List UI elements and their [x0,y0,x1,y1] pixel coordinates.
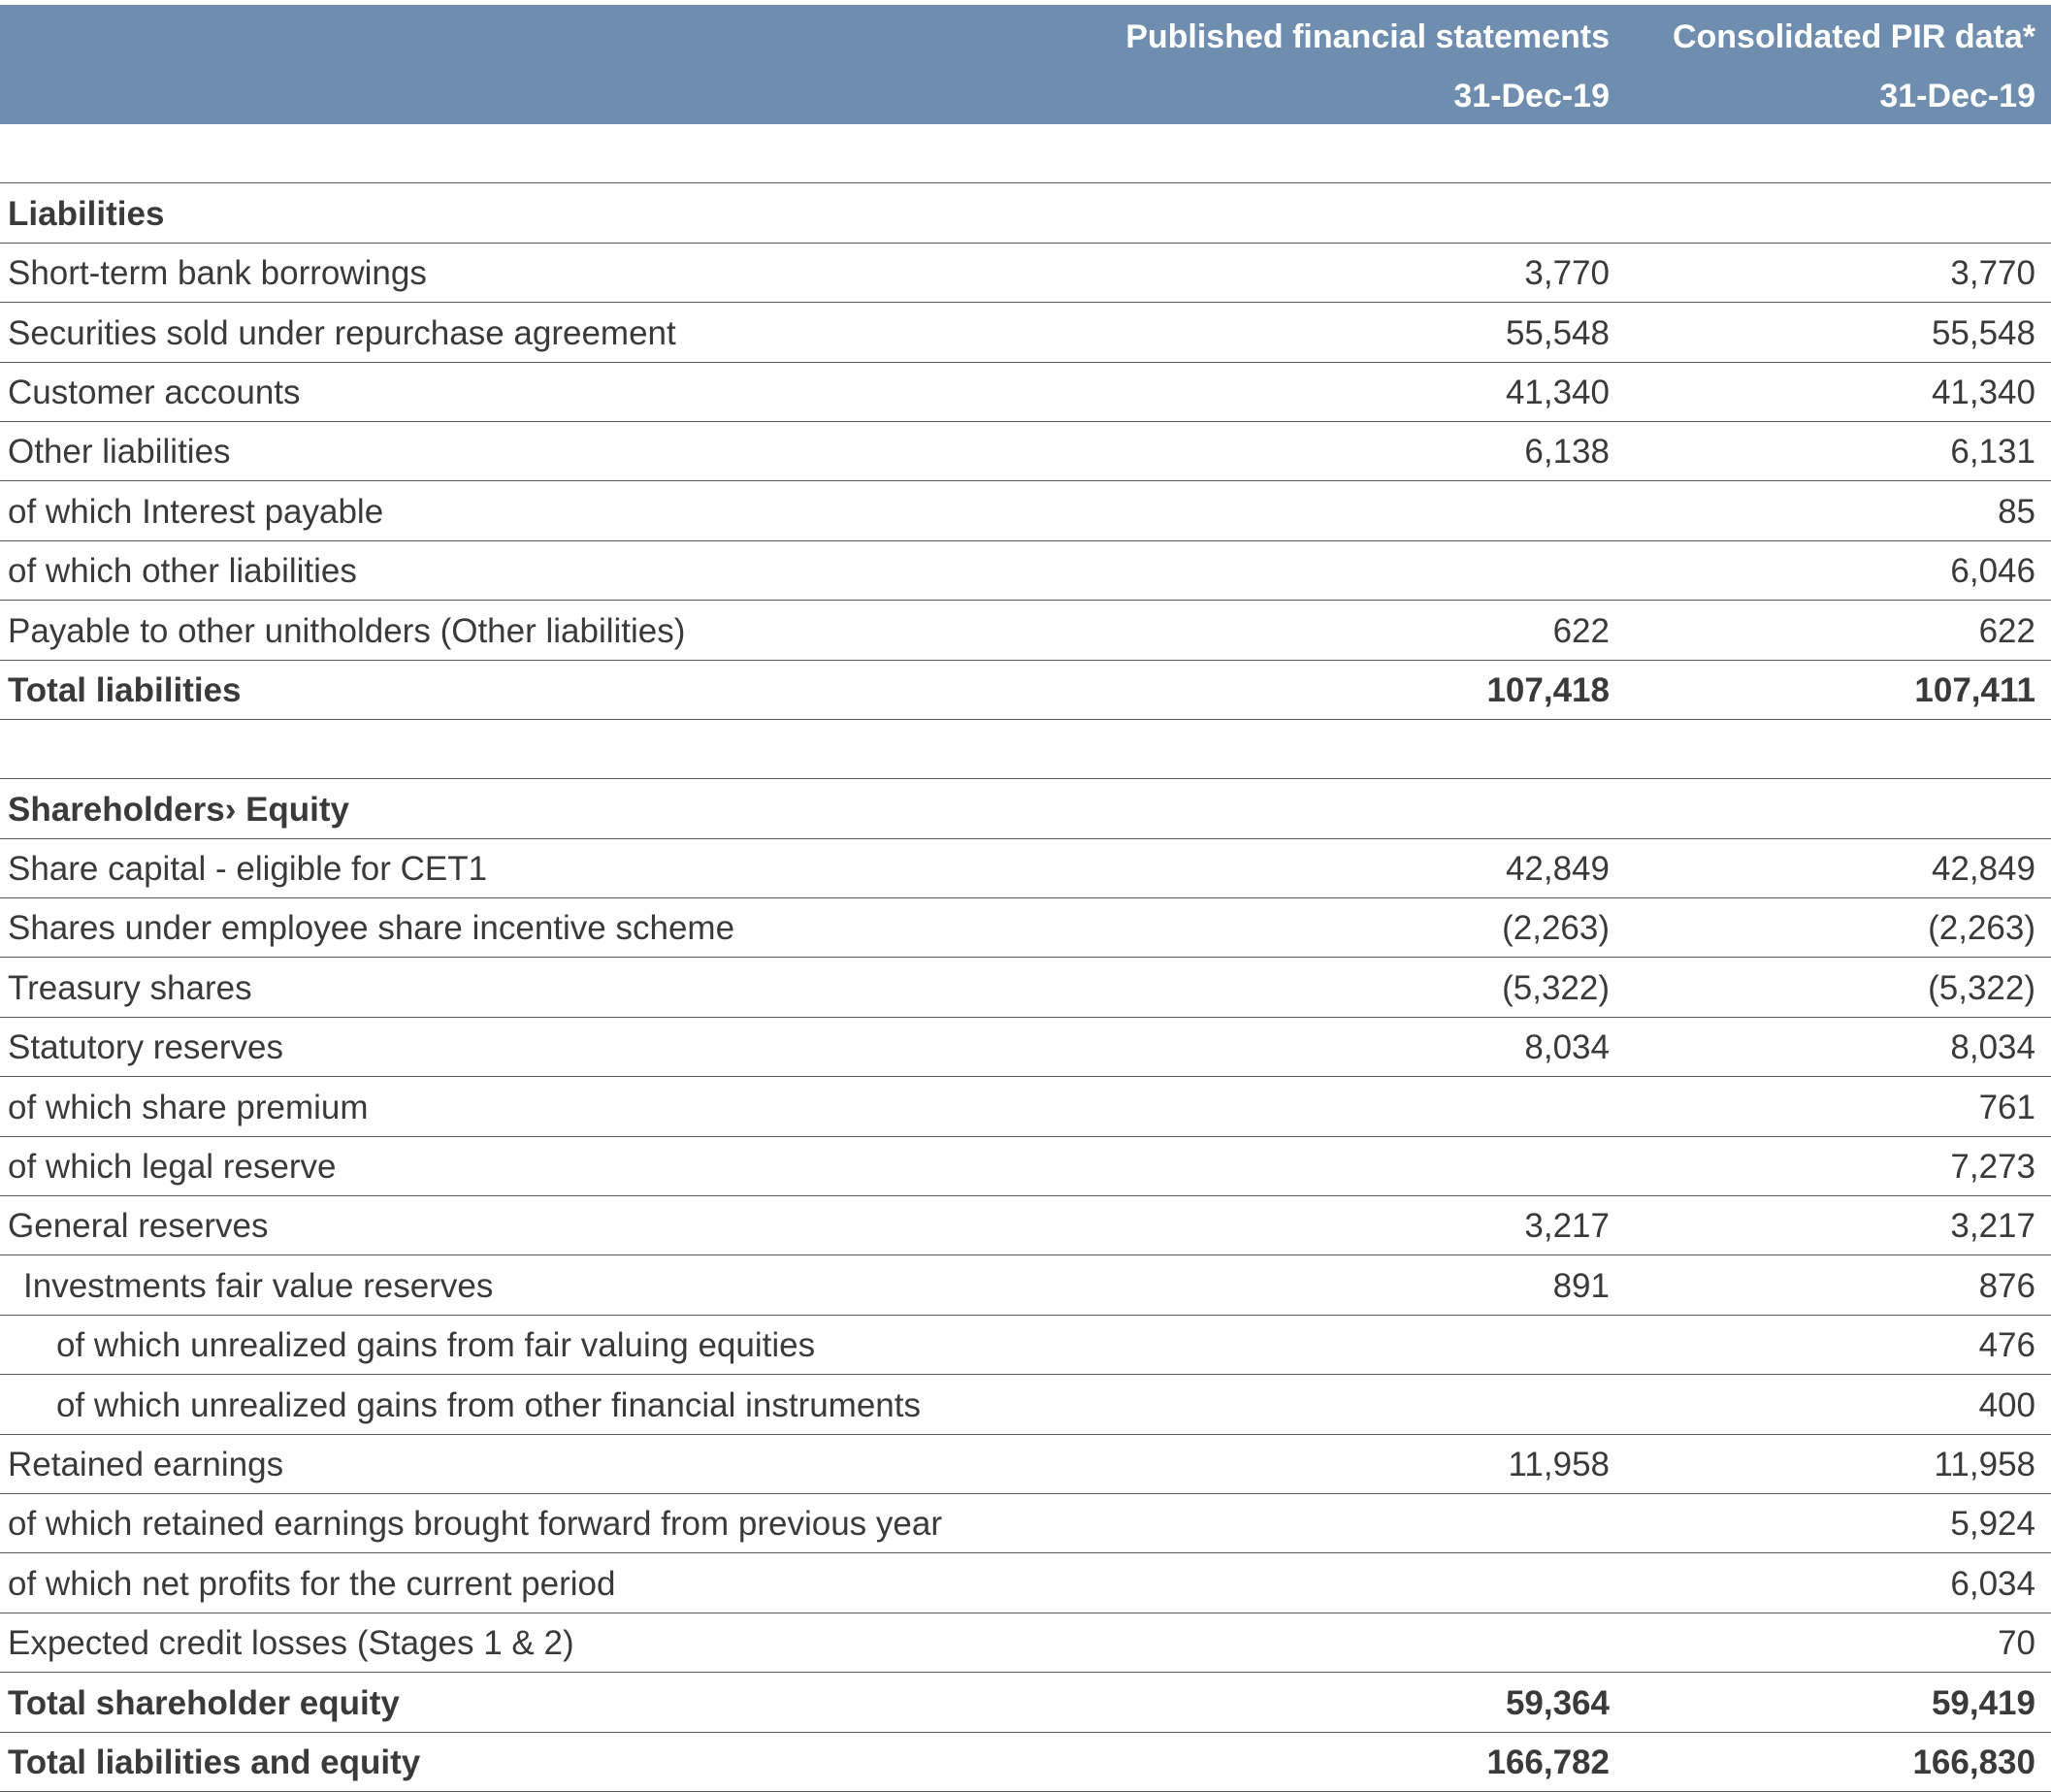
table-row [0,1553,2051,1613]
row-label: Statutory reserves [8,1028,283,1067]
published-value: 6,138 [1524,433,1610,472]
pir-value: 6,131 [1950,433,2035,472]
row-label: Retained earnings [8,1445,284,1483]
row-label: Total liabilities and equity [8,1743,421,1781]
row-label: of which other liabilities [8,552,357,591]
table-row [0,601,2051,660]
row-label: Liabilities [8,194,165,233]
pir-value: 11,958 [1934,1445,2035,1483]
pir-value: 476 [1978,1326,2035,1365]
published-value: (5,322) [1502,968,1610,1007]
section-header-row [0,183,2051,243]
table-spacer-row [0,124,2051,183]
pir-value: 7,273 [1950,1148,2035,1187]
table-row [0,1673,2051,1732]
row-label: Securities sold under repurchase agreement [8,313,676,352]
pir-value: 6,034 [1950,1564,2035,1603]
pir-value: 70 [1998,1624,2035,1663]
table-row [0,244,2051,303]
pir-value: 166,830 [1912,1743,2035,1781]
table-row [0,1375,2051,1434]
pir-value: 876 [1978,1266,2035,1305]
pir-value: (2,263) [1928,909,2035,948]
published-value: 891 [1552,1266,1610,1305]
row-label: Short-term bank borrowings [8,254,427,293]
table-row [0,363,2051,422]
pir-value: 41,340 [1931,373,2035,411]
pir-value: (5,322) [1928,968,2035,1007]
row-label: Shares under employee share incentive scheme [8,909,735,948]
pir-value: 3,217 [1950,1207,2035,1246]
table-row [0,481,2051,540]
published-value: 622 [1552,611,1610,650]
table-row [0,1255,2051,1315]
table-row [0,422,2051,481]
row-label: Payable to other unitholders (Other liabilities) [8,611,686,650]
row-label: of which share premium [8,1088,369,1126]
section-header-row [0,779,2051,838]
table-row [0,1018,2051,1077]
published-value: 59,364 [1505,1683,1610,1722]
row-label: Share capital - eligible for CET1 [8,850,488,889]
column-header-pir-date: 31-Dec-19 [1879,78,2035,114]
pir-value: 85 [1998,492,2035,531]
table-row [0,1077,2051,1136]
row-label: Expected credit losses (Stages 1 & 2) [8,1624,574,1663]
table-row [0,839,2051,898]
pir-value: 761 [1978,1088,2035,1126]
pir-value: 59,419 [1931,1683,2035,1722]
table-row [0,661,2051,720]
published-value: (2,263) [1502,909,1610,948]
pir-value: 55,548 [1931,313,2035,352]
pir-value: 400 [1978,1385,2035,1424]
row-label: Other liabilities [8,433,231,472]
pir-value: 5,924 [1950,1505,2035,1544]
pir-value: 622 [1978,611,2035,650]
table-body [0,124,2051,1792]
pir-value: 107,411 [1914,670,2035,709]
table-row [0,958,2051,1017]
column-header-pir-title: Consolidated PIR data* [1672,18,2035,55]
column-header-published-date: 31-Dec-19 [1453,78,1610,114]
table-row [0,1137,2051,1196]
table-row [0,303,2051,362]
row-label: Total liabilities [8,670,242,709]
table-row [0,1494,2051,1553]
row-label: Total shareholder equity [8,1683,400,1722]
row-label: Investments fair value reserves [23,1266,494,1305]
table-header [0,5,2051,124]
pir-value: 6,046 [1950,552,2035,591]
pir-value: 42,849 [1931,850,2035,889]
table-row [0,541,2051,601]
published-value: 55,548 [1505,313,1610,352]
row-label: Customer accounts [8,373,301,411]
published-value: 42,849 [1505,850,1610,889]
published-value: 3,770 [1524,254,1610,293]
table-row [0,1435,2051,1494]
row-label: General reserves [8,1207,269,1246]
published-value: 41,340 [1505,373,1610,411]
table-row [0,1196,2051,1255]
published-value: 11,958 [1508,1445,1610,1483]
table-row [0,1613,2051,1673]
published-value: 3,217 [1524,1207,1610,1246]
table-row [0,1733,2051,1792]
published-value: 107,418 [1486,670,1610,709]
pir-value: 8,034 [1950,1028,2035,1067]
row-label: Treasury shares [8,968,252,1007]
published-value: 8,034 [1524,1028,1610,1067]
table-row [0,1316,2051,1375]
row-label: of which legal reserve [8,1148,337,1187]
pir-value: 3,770 [1950,254,2035,293]
row-label: of which unrealized gains from other financial instruments [56,1385,921,1424]
column-header-published-title: Published financial statements [1125,18,1610,55]
row-label: of which retained earnings brought forward from previous year [8,1505,942,1544]
row-label: of which Interest payable [8,492,384,531]
table-spacer-row [0,720,2051,779]
row-label: Shareholders› Equity [8,790,350,829]
published-value: 166,782 [1486,1743,1610,1781]
row-label: of which net profits for the current period [8,1564,616,1603]
table-row [0,898,2051,958]
row-label: of which unrealized gains from fair valuing equities [56,1326,816,1365]
